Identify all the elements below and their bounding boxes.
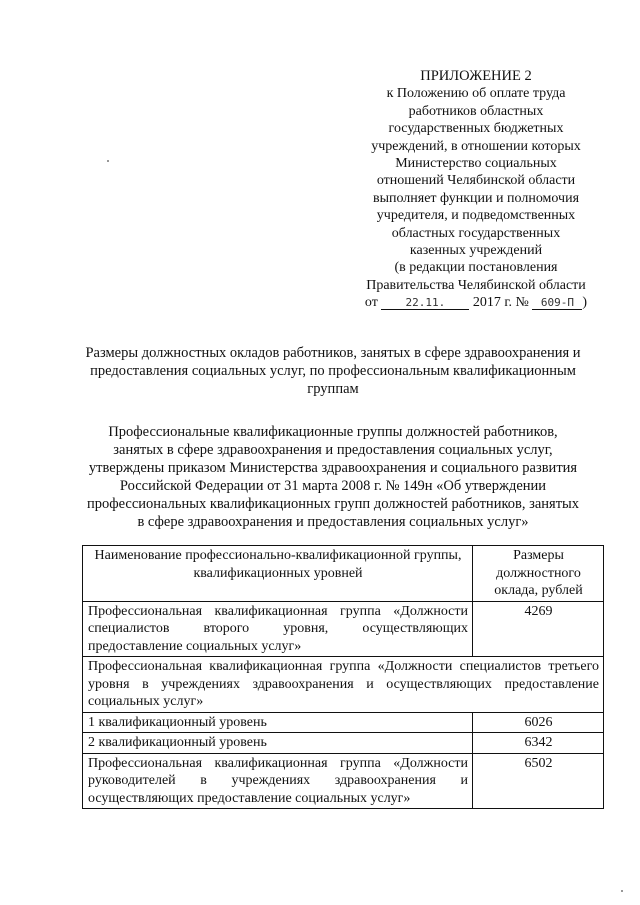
table-row xyxy=(83,712,604,733)
row-group-cell: Профессиональная квалификационная группа «Должности специалистов третьего уровня в учреждениях здравоохранения и осуществляющих предоставление социальных услуг» xyxy=(83,657,604,713)
signature-number: 609-П xyxy=(532,296,582,310)
appendix-line: государственных бюджетных xyxy=(388,121,564,137)
appendix-title: ПРИЛОЖЕНИЕ 2 xyxy=(420,68,532,84)
appendix-line: к Положению об оплате труда xyxy=(386,86,566,102)
appendix-line: областных государственных xyxy=(391,225,561,241)
appendix-line: (в редакции постановления xyxy=(394,260,558,276)
header-name-cell: Наименование профессионально-квалификационной группы, квалификационных уровней xyxy=(83,546,473,602)
scan-speck xyxy=(107,160,109,162)
subheading-line: в сфере здравоохранения и предоставления социальных услуг» xyxy=(137,514,529,530)
row-value-cell: 4269 xyxy=(473,601,604,657)
row-name-cell: 2 квалификационный уровень xyxy=(83,733,473,754)
subheading-line: профессиональных квалификационных групп должностей работников, занятых xyxy=(86,496,580,512)
table-header-row xyxy=(83,546,604,602)
appendix-line: учреждений, в отношении которых xyxy=(371,138,581,154)
appendix-line: учредителя, и подведомственных xyxy=(376,208,576,224)
row-value-cell: 6502 xyxy=(473,753,604,809)
appendix-line: отношений Челябинской области xyxy=(376,173,576,189)
row-value-cell: 6026 xyxy=(473,712,604,733)
subheading-line: Профессиональные квалификационные группы должностей работников, xyxy=(108,424,558,440)
signature-line xyxy=(352,294,600,311)
table-row xyxy=(83,733,604,754)
signature-year: 2017 г. № xyxy=(472,295,529,311)
appendix-line: работников областных xyxy=(408,103,544,119)
table-row xyxy=(83,657,604,713)
table-row xyxy=(83,601,604,657)
appendix-line: казенных учреждений xyxy=(409,243,543,259)
scan-speck xyxy=(621,890,623,892)
document-subheading xyxy=(60,423,606,531)
row-value-cell: 6342 xyxy=(473,733,604,754)
row-name-cell: Профессиональная квалификационная группа «Должности специалистов второго уровня, осуществляющих предоставление социальных услуг» xyxy=(83,601,473,657)
appendix-line: Правительства Челябинской области xyxy=(366,277,586,293)
signature-prefix: от xyxy=(364,295,378,311)
header-salary-cell: Размеры должностного оклада, рублей xyxy=(473,546,604,602)
appendix-line: выполняет функции и полномочия xyxy=(372,190,580,206)
heading-line: предоставления социальных услуг, по профессиональным квалификационным xyxy=(90,363,576,379)
row-name-cell: 1 квалификационный уровень xyxy=(83,712,473,733)
document-heading xyxy=(60,344,606,398)
heading-line: Размеры должностных окладов работников, занятых в сфере здравоохранения и xyxy=(85,345,581,361)
heading-line: группам xyxy=(307,381,359,397)
row-name-cell: Профессиональная квалификационная группа «Должности руководителей в учреждениях здравоохранения и осуществляющих предоставление социальных услуг» xyxy=(83,753,473,809)
salary-table xyxy=(82,545,604,809)
table-row xyxy=(83,753,604,809)
appendix-line: Министерство социальных xyxy=(395,156,557,172)
subheading-line: Российской Федерации от 31 марта 2008 г. № 149н «Об утверждении xyxy=(119,478,547,494)
subheading-line: утверждены приказом Министерства здравоохранения и социального развития xyxy=(88,460,578,476)
signature-date: 22.11. xyxy=(381,296,469,310)
signature-close: ) xyxy=(582,295,588,311)
subheading-line: занятых в сфере здравоохранения и предоставления социальных услуг, xyxy=(113,442,553,458)
appendix-block xyxy=(352,68,600,312)
